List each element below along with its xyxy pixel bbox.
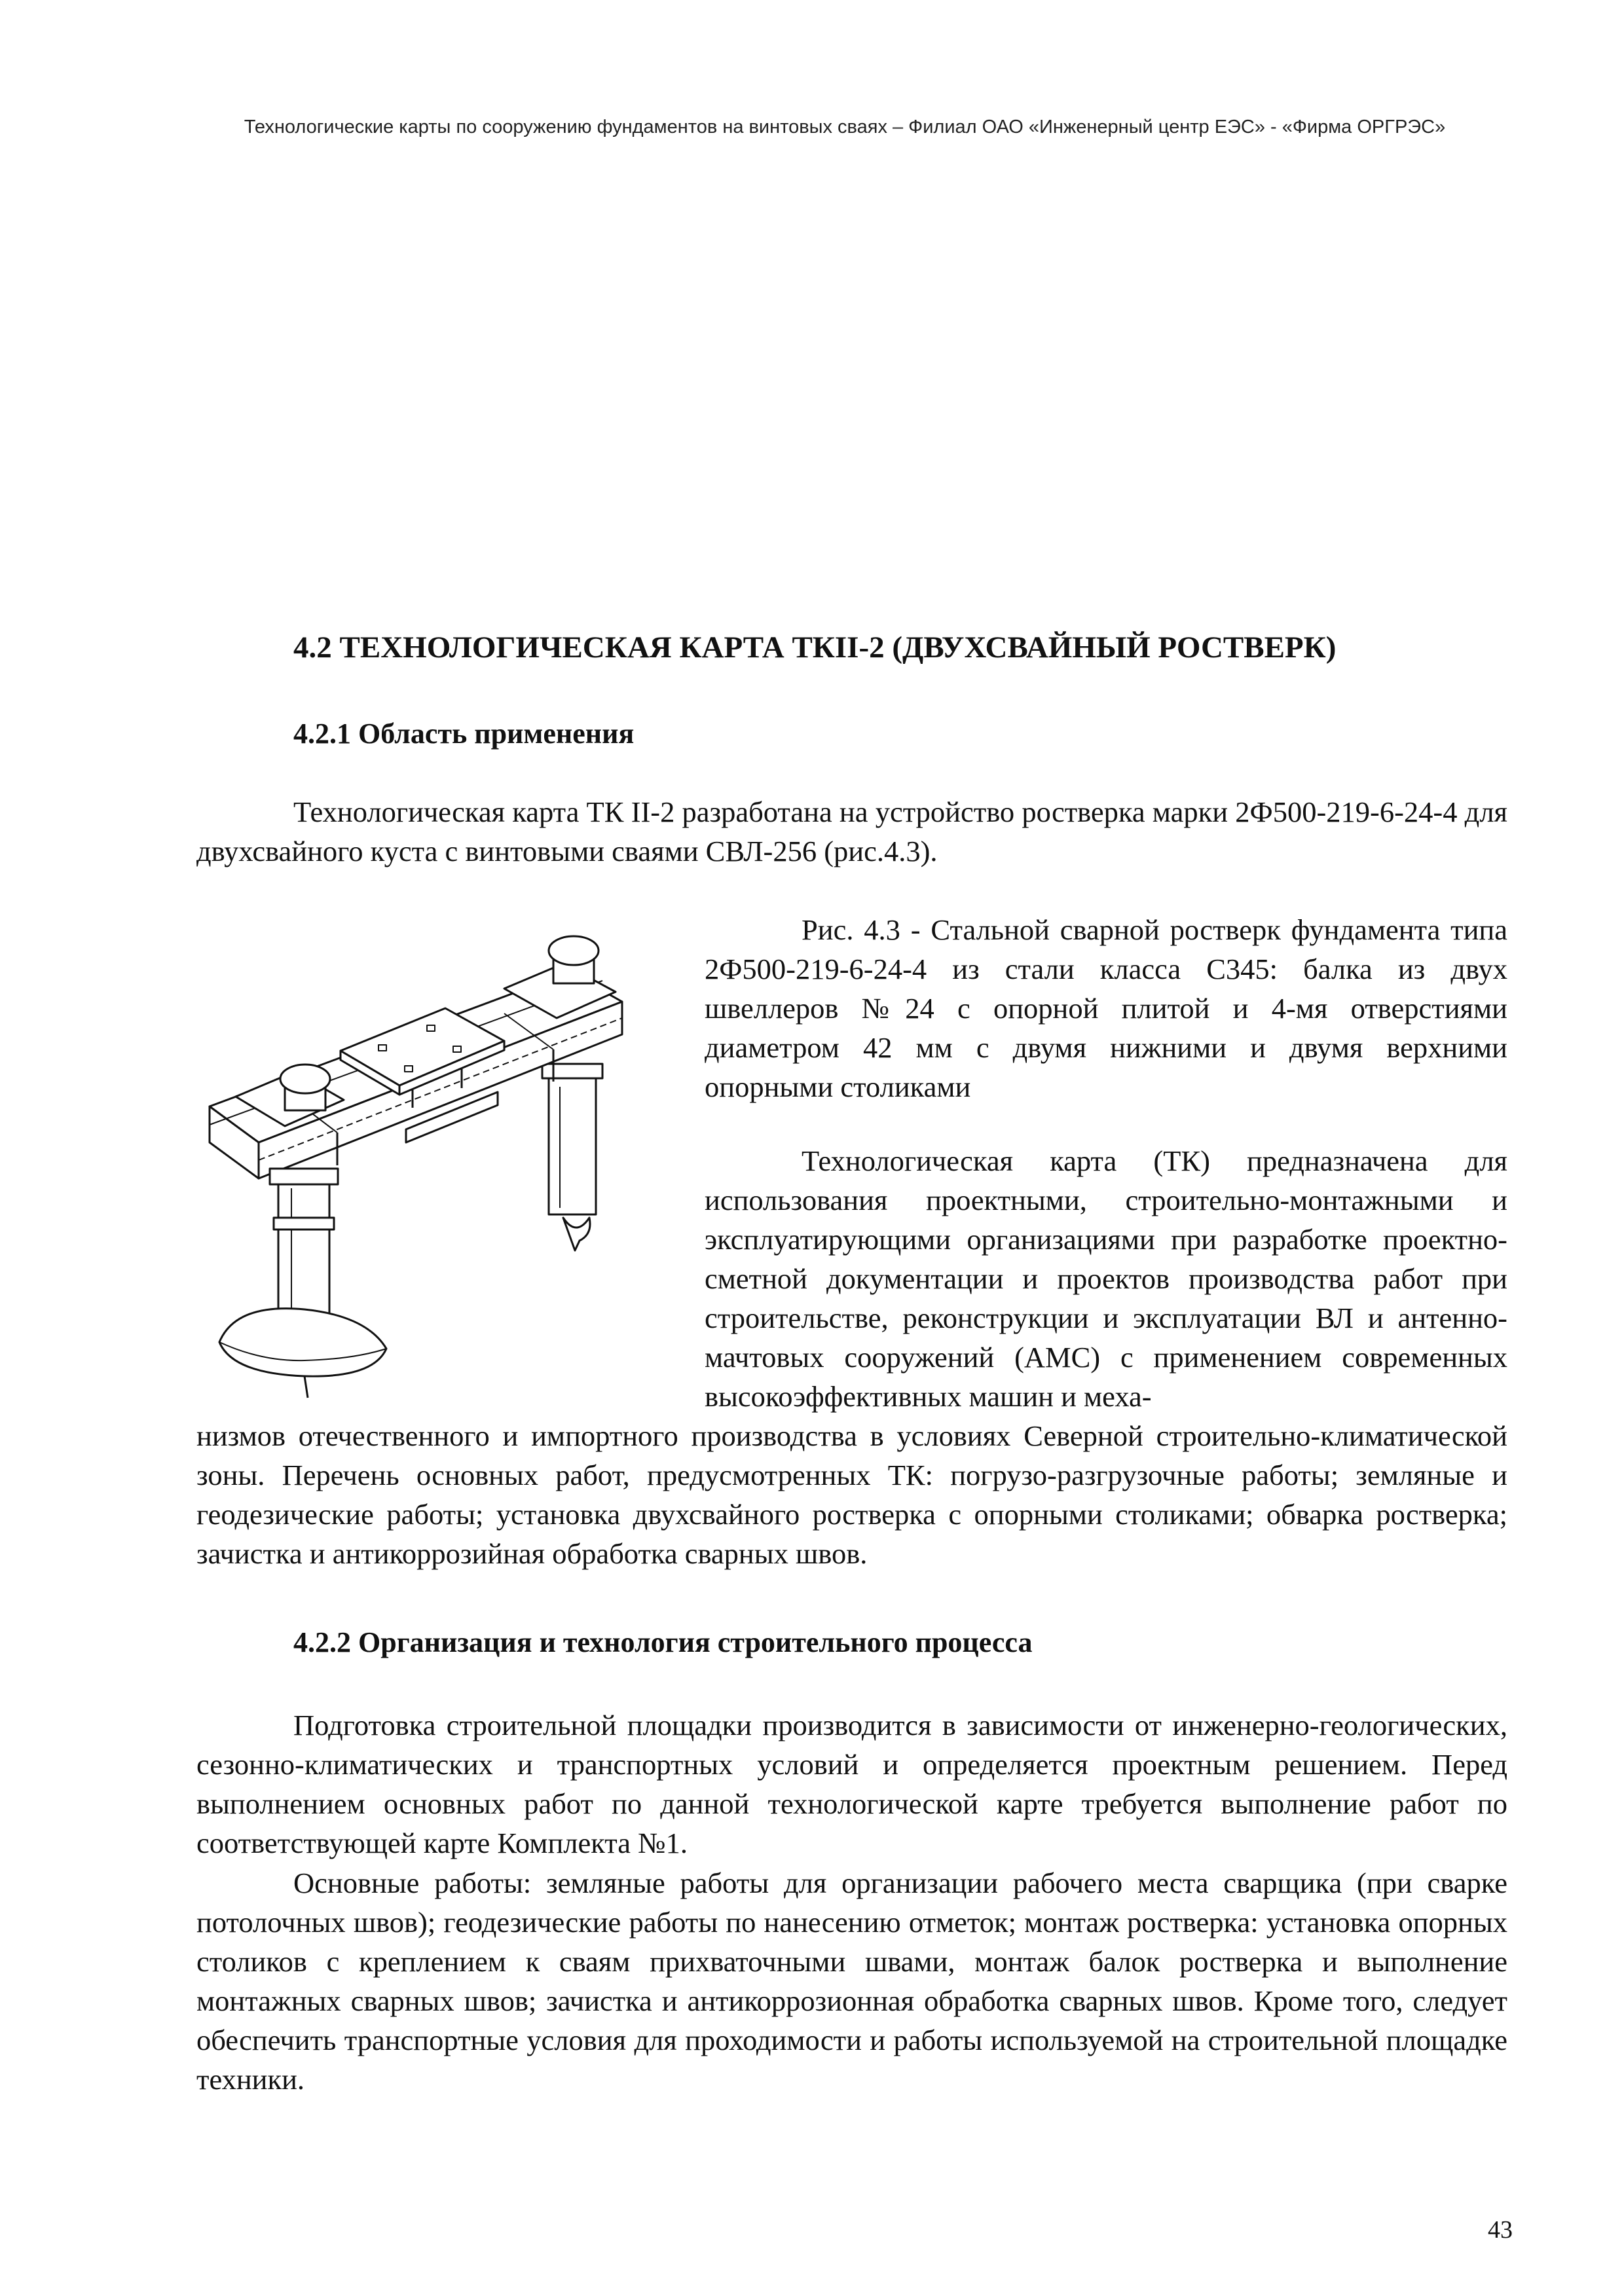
intro-paragraph: Технологическая карта ТК II-2 разработана на устройство ростверка марки 2Ф500-219-6-24-4 для двухсвайного куста с винтовыми сваями СВЛ-256 (рис.4.3). bbox=[196, 795, 1507, 867]
running-head: Технологические карты по сооружению фундаментов на винтовых сваях – Филиал ОАО «Инженерный центр ЕЭС» - «Фирма ОРГРЭС» bbox=[244, 117, 1446, 137]
section-title: 4.2 ТЕХНОЛОГИЧЕСКАЯ КАРТА ТКII-2 (ДВУХСВАЙНЫЙ РОСТВЕРК) bbox=[293, 630, 1337, 665]
scope-paragraph-continuation: низмов отечественного и импортного производства в условиях Северной строительно-климатической зоны. Перечень основных работ, предусмотренных ТК: погрузо-разгрузочные работы; земляные и геодезические работы; установка двухсвайного ростверка с опорными столиками; обварка ростверка; зачистка и антикоррозийная обработка сварных швов. bbox=[196, 1419, 1507, 1570]
subsection-title-scope: 4.2.1 Область применения bbox=[293, 718, 635, 750]
grillage-drawing bbox=[196, 910, 688, 1408]
subsection-title-organization: 4.2.2 Организация и технология строительного процесса bbox=[293, 1626, 1033, 1658]
scope-paragraph-start: Технологическая карта (ТК) предназначена для использования проектными, строительно-монтажными и эксплуатирующими организациями при разработке проектно-сметной документации и проектов производства работ при строительстве, реконструкции и эксплуатации ВЛ и антенно-мачтовых сооружений (АМС) с применением современных высокоэффективных машин и меха- bbox=[705, 1144, 1507, 1413]
main-works-paragraph: Основные работы: земляные работы для организации рабочего места сварщика (при сварке потолочных швов); геодезические работы по нанесению отметок; монтаж ростверка: установка опорных столиков с креплением к сваям прихваточными швами, монтаж балок ростверка и выполнение монтажных сварных швов; зачистка и антикоррозионная обработка сварных швов. Кроме того, следует обеспечить транспортные условия для проходимости и работы используемой на строительной площадке техники. bbox=[196, 1867, 1507, 2096]
figure-caption: Рис. 4.3 - Стальной сварной ростверк фундамента типа 2Ф500-219-6-24-4 из стали класса С345: балка из двух швеллеров №24 с опорной плитой и 4-мя отверстиями диаметром 42 мм с двумя нижними и двумя верхними опорными столиками bbox=[705, 913, 1507, 1103]
preparation-paragraph: Подготовка строительной площадки производится в зависимости от инженерно-геологических, сезонно-климатических и транспортных условий и определяется проектным решением. Перед выполнением основных работ по данной технологической карте требуется выполнение работ по соответствующей карте Комплекта №1. bbox=[196, 1709, 1507, 1859]
page-number: 43 bbox=[1488, 2216, 1513, 2244]
